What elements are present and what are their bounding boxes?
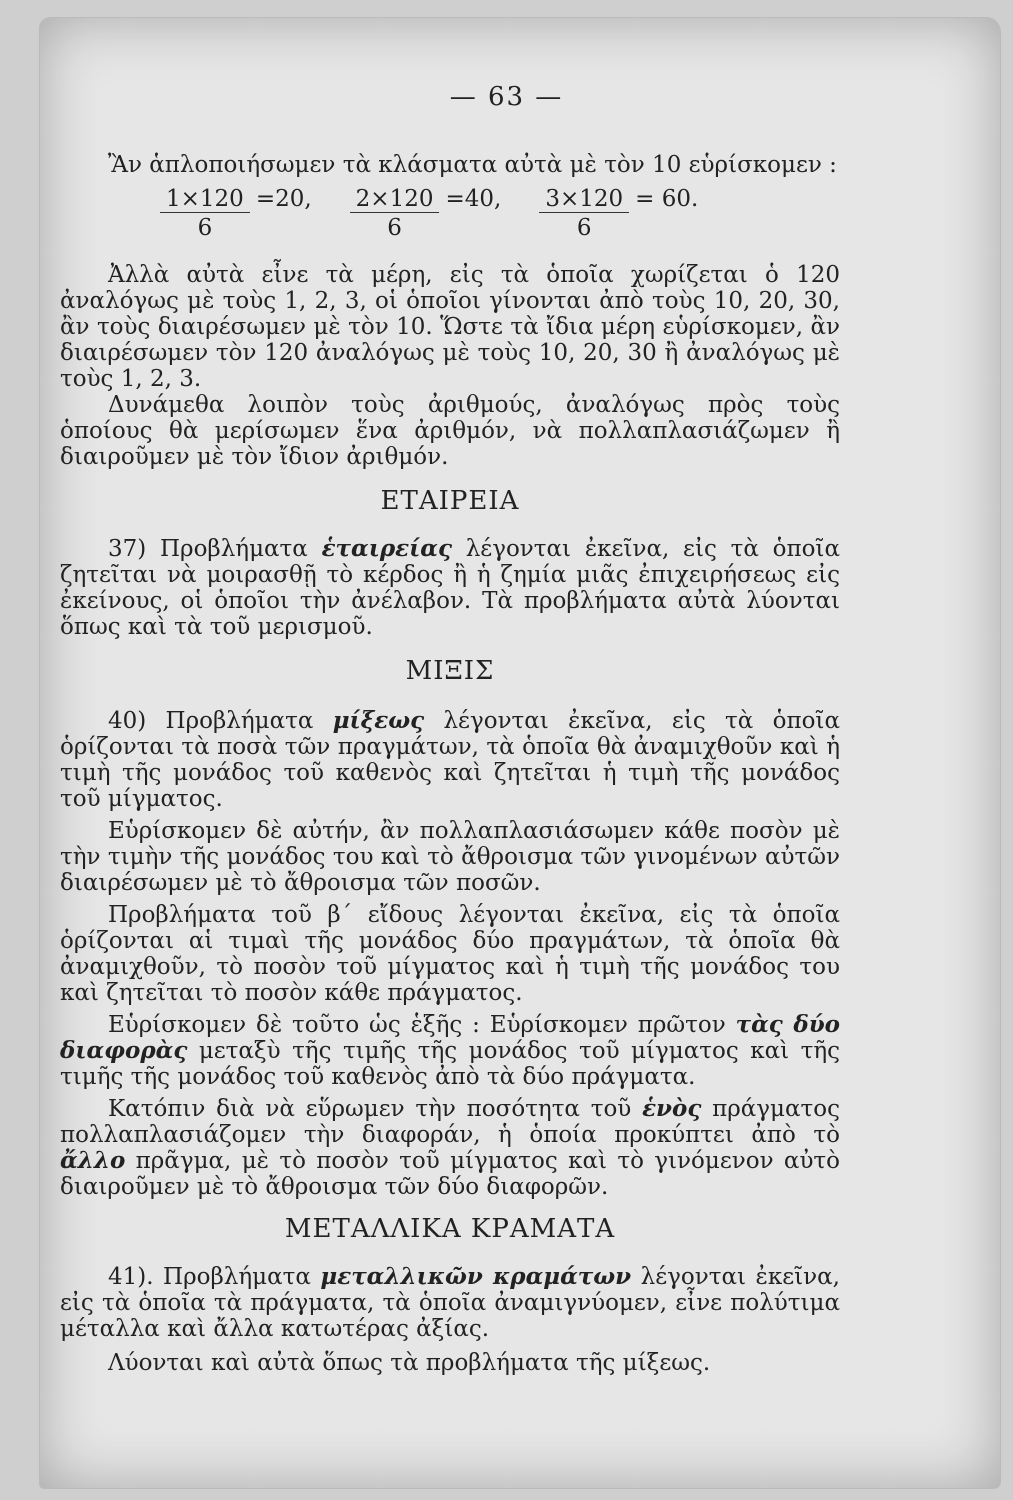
heading-metallika: ΜΕΤΑΛΛΙΚΑ ΚΡΑΜΑΤΑ <box>284 1214 616 1244</box>
paragraph-41: 41). Προβλήματα μεταλλικῶν κραμάτων λέγονται ἐκεῖνα, εἰς τὰ ὁποῖα τὰ πράγματα, τὰ ὁποῖα ἀναμιγνύομεν, εἶνε πολύτιμα μέταλλα καὶ ἄλλα κατωτέρας ἀξίας. <box>60 1263 840 1342</box>
paragraph-37: 37) Προβλήματα ἑταιρείας λέγονται ἐκεῖνα, εἰς τὰ ὁποῖα ζητεῖται νὰ μοιρασθῇ τὸ κέρδος ἢ ἡ ζημία μιᾶς ἐπιχειρήσεως εἰς ἐκείνους, οἱ ὁποῖοι τὴν ἀνέλαβον. Τὰ προβλήματα αὐτὰ λύονται ὅπως καὶ τὰ τοῦ μερισμοῦ. <box>60 535 840 640</box>
paragraph-41b: Λύονται καὶ αὐτὰ ὅπως τὰ προβλήματα τῆς μίξεως. <box>108 1350 711 1376</box>
paragraph-40b: Εὑρίσκομεν δὲ αὐτήν, ἂν πολλαπλασιάσωμεν κάθε ποσὸν μὲ τὴν τιμὴν τῆς μονάδος του καὶ τὸ ἄθροισμα τῶν γινομένων αὐτῶν διαιρέσωμεν μὲ τὸ ἄθροισμα τῶν ποσῶν. <box>60 818 840 896</box>
paragraph-1: Ἀλλὰ αὐτὰ εἶνε τὰ μέρη, εἰς τὰ ὁποῖα χωρίζεται ὁ 120 ἀναλόγως μὲ τοὺς 1, 2, 3, οἱ ὁποῖοι γίνονται ἀπὸ τοὺς 10, 20, 30, ἂν τοὺς διαιρέσωμεν μὲ τὸν 10. Ὥστε τὰ ἴδια μέρη εὑρίσκομεν, ἂν διαιρέσωμεν τὸν 120 ἀναλόγως μὲ τοὺς 10, 20, 30 ἢ ἀναλόγως μὲ τοὺς 1, 2, 3. <box>60 262 840 392</box>
paragraph-40: 40) Προβλήματα μίξεως λέγονται ἐκεῖνα, εἰς τὰ ὁποῖα ὁρίζονται τὰ ποσὰ τῶν πραγμάτων, τὰ ὁποῖα θὰ ἀναμιχθοῦν καὶ ἡ τιμὴ τῆς μονάδος τοῦ καθενὸς καὶ ζητεῖται ἡ τιμὴ τῆς μονάδος τοῦ μίγματος. <box>60 707 840 812</box>
fractions-row <box>160 186 800 241</box>
page-number: — 63 — <box>449 82 564 112</box>
fraction-3: $\frac{3\times 120}{6}$ = 60. <box>539 186 698 241</box>
paragraph-2: Δυνάμεθα λοιπὸν τοὺς ἀριθμούς, ἀναλόγως πρὸς τοὺς ὁποίους θὰ μερίσωμεν ἕνα ἀριθμόν, νὰ πολλαπλασιάζωμεν ἢ διαιροῦμεν μὲ τὸν ἴδιον ἀριθμόν. <box>60 392 840 470</box>
intro-text: Ἂν ἁπλοποιήσωμεν τὰ κλάσματα αὐτὰ μὲ τὸν 10 εὑρίσκομεν : <box>108 152 837 178</box>
heading-etaireia: ΕΤΑΙΡΕΙΑ <box>380 486 520 516</box>
fraction-2: $\frac{2\times 120}{6}$ =40, <box>350 186 502 241</box>
paragraph-40c: Προβλήματα τοῦ β΄ εἴδους λέγονται ἐκεῖνα, εἰς τὰ ὁποῖα ὁρίζονται αἱ τιμαὶ τῆς μονάδος δύο πραγμάτων, τὰ ὁποῖα θὰ ἀναμιχθοῦν, τὸ ποσὸν τοῦ μίγματος καὶ ἡ τιμὴ τῆς μονάδος του καὶ ζητεῖται τὸ ποσὸν κάθε πράγματος. <box>60 902 840 1006</box>
fraction-1: $\frac{1\times 120}{6}$ =20, <box>160 186 312 241</box>
heading-mixis: ΜΙΞΙΣ <box>405 656 495 686</box>
paragraph-40d: Εὑρίσκομεν δὲ τοῦτο ὡς ἑξῆς : Εὑρίσκομεν πρῶτον τὰς δύο διαφορὰς μεταξὺ τῆς τιμῆς τῆς μονάδος τοῦ μίγματος καὶ τῆς τιμῆς τῆς μονάδος τοῦ καθενὸς ἀπὸ τὰ δύο πράγματα. <box>60 1011 840 1090</box>
paragraph-40e: Κατόπιν διὰ νὰ εὕρωμεν τὴν ποσότητα τοῦ ἑνὸς πράγματος πολλαπλασιάζομεν τὴν διαφοράν, ἡ ὁποία προκύπτει ἀπὸ τὸ ἄλλο πρᾶγμα, μὲ τὸ ποσὸν τοῦ μίγματος καὶ τὸ γινόμενον αὐτὸ διαιροῦμεν μὲ τὸ ἄθροισμα τῶν δύο διαφορῶν. <box>60 1095 840 1200</box>
